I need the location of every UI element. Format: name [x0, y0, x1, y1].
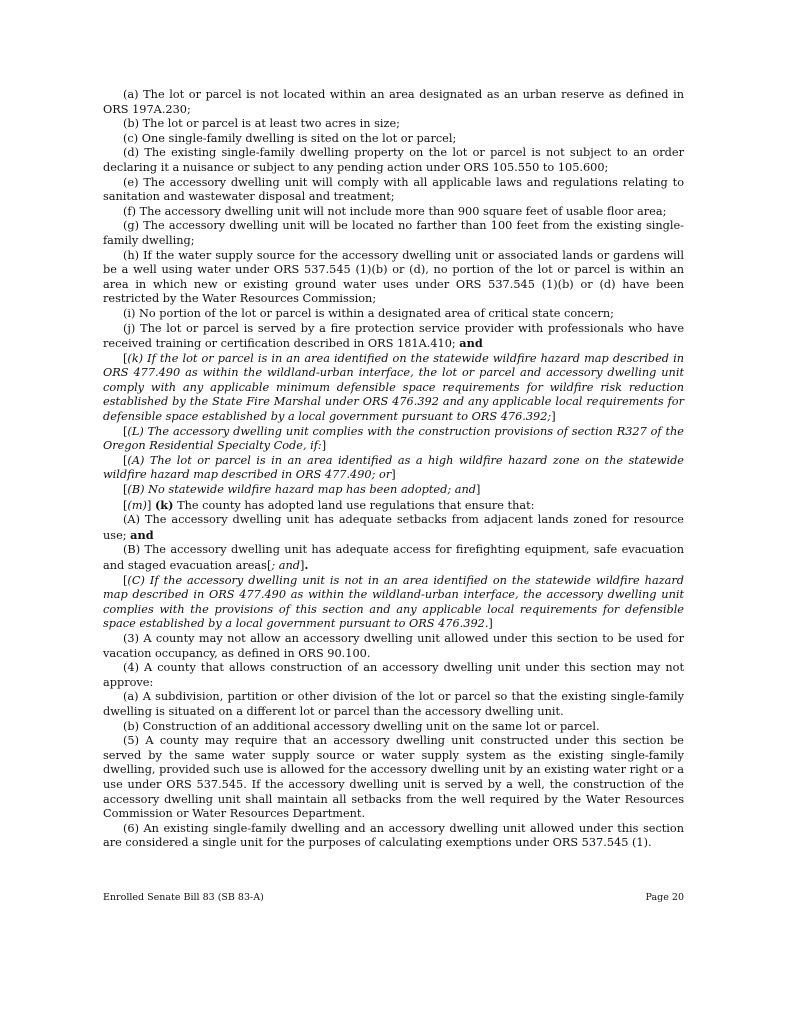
- text-run: (i) No portion of the lot or parcel is within a designated area of critical state concern;: [123, 306, 614, 320]
- text-run: [: [123, 573, 128, 587]
- text-run: ]: [488, 617, 493, 631]
- text-run: [: [123, 424, 128, 438]
- paragraph: [103, 543, 684, 573]
- footer-bill-title: Enrolled Senate Bill 83 (SB 83-A): [103, 892, 264, 903]
- text-run: (e) The accessory dwelling unit will comply with all applicable laws and regulations relating to sanitation and wastewater disposal and treatment;: [103, 175, 684, 204]
- text-run: (b) Construction of an additional accessory dwelling unit on the same lot or parcel.: [123, 719, 600, 733]
- text-run: ]: [321, 439, 327, 453]
- text-run: (h) If the water supply source for the accessory dwelling unit or associated lands or gardens will be a well using water under ORS 537.545 (1)(b) or (d), no portion of the lot or parcel is within an area in which new or existing ground water uses under ORS 537.545 (1)(b) or (d) have been restricted by the Water Resources Commission;: [103, 248, 684, 306]
- text-run: ]: [391, 468, 396, 482]
- text-run: [: [123, 498, 128, 512]
- text-run: (g) The accessory dwelling unit will be located no farther than 100 feet from the existing single-family dwelling;: [103, 219, 684, 247]
- text-run: (L) The accessory dwelling unit complies with the construction provisions of section R327 of the Oregon Residential Specialty Code, if:: [103, 424, 684, 453]
- page-footer: [103, 892, 684, 903]
- text-run: (d) The existing single-family dwelling property on the lot or parcel is not subject to an order declaring it a nuisance or subject to any pending action under ORS 105.550 to 105.600;: [103, 146, 684, 174]
- text-run: (f) The accessory dwelling unit will not include more than 900 square feet of usable floor area;: [123, 204, 667, 218]
- text-run: (C) If the accessory dwelling unit is not in an area identified on the statewide wildfire hazard map described in ORS 477.490 as within the wildland-urban interface, the accessory dwelling unit complies with the provisions of this section and any applicable local requirements for defensible space established by a local government pursuant to ORS 476.392.: [103, 573, 684, 631]
- text-run: (3) A county may not allow an accessory dwelling unit allowed under this section to be used for vacation occupancy, as defined in ORS 90.100.: [103, 631, 684, 660]
- text-run: ]: [300, 559, 305, 572]
- text-run: [: [123, 351, 128, 365]
- text-run: (j) The lot or parcel is served by a fire protection service provider with professionals who have received training or certification described in ORS 181A.410;: [103, 321, 684, 351]
- paragraph: [103, 734, 684, 822]
- text-run: (a) A subdivision, partition or other division of the lot or parcel so that the existing single-family dwelling is situated on a different lot or parcel than the accessory dwelling unit.: [103, 690, 684, 718]
- paragraph: [103, 822, 684, 851]
- text-run: (b) The lot or parcel is at least two acres in size;: [123, 117, 400, 131]
- text-run: ]: [146, 498, 155, 512]
- paragraph: [103, 425, 684, 454]
- text-run: (A) The lot or parcel is in an area identified as a high wildfire hazard zone on the statewide wildfire hazard map described in ORS 477.490; or: [103, 453, 684, 482]
- text-run: .: [304, 558, 309, 572]
- text-run: and: [459, 336, 483, 351]
- text-run: (a) The lot or parcel is not located within an area designated as an urban reserve as defined in ORS 197A.230;: [103, 88, 684, 116]
- paragraph: [103, 661, 684, 690]
- text-run: ]: [551, 410, 556, 424]
- text-run: and: [130, 527, 154, 542]
- text-run: (4) A county that allows construction of an accessory dwelling unit under this section may not approve:: [103, 661, 684, 689]
- paragraph: [103, 574, 684, 632]
- paragraph: [103, 249, 684, 307]
- paragraph: [103, 322, 684, 352]
- text-run: The county has adopted land use regulations that ensure that:: [173, 498, 535, 512]
- text-run: (6) An existing single-family dwelling and an accessory dwelling unit allowed under this section are considered a single unit for the purposes of calculating exemptions under ORS 537.545 (1).: [103, 821, 684, 850]
- paragraph: [103, 690, 684, 719]
- paragraph: [103, 513, 684, 543]
- document-body: [103, 88, 684, 851]
- paragraph: [103, 117, 684, 132]
- paragraph: [103, 88, 684, 117]
- text-run: (B) No statewide wildfire hazard map has been adopted; and: [127, 483, 476, 497]
- paragraph: [103, 720, 684, 735]
- paragraph: [103, 146, 684, 175]
- paragraph: [103, 483, 684, 498]
- paragraph: [103, 219, 684, 248]
- text-run: (k) If the lot or parcel is in an area identified on the statewide wildfire hazard map described in ORS 477.490 as within the wildland-urban interface, the lot or parcel and accessory dwelling unit comply with any applicable minimum defensible space requirements for wildfire risk reduction established by the State Fire Marshal under ORS 476.392 and any applicable local requirements for defensible space established by a local government pursuant to ORS 476.392;: [103, 351, 684, 424]
- text-run: ; and: [271, 559, 301, 572]
- paragraph: [103, 352, 684, 425]
- footer-page-number: Page 20: [645, 892, 684, 903]
- text-run: (A) The accessory dwelling unit has adequate setbacks from adjacent lands zoned for resource use;: [103, 513, 684, 542]
- text-run: (k): [154, 497, 174, 512]
- text-run: (5) A county may require that an accessory dwelling unit constructed under this section be served by the same water supply source or water supply system as the existing single-family dwelling, provided such use is allowed for the accessory dwelling unit by an existing water right or a use under ORS 537.545. If the accessory dwelling unit is served by a well, the construction of the accessory dwelling unit shall maintain all setbacks from the well required by the Water Resources Commission or Water Resources Department.: [103, 734, 684, 821]
- paragraph: [103, 307, 684, 322]
- paragraph: [103, 132, 684, 147]
- text-run: (m): [127, 498, 147, 512]
- text-run: (B) The accessory dwelling unit has adequate access for firefighting equipment, safe evacuation and staged evacuation areas[: [103, 543, 684, 572]
- paragraph: [103, 176, 684, 205]
- text-run: (c) One single-family dwelling is sited on the lot or parcel;: [123, 131, 457, 145]
- text-run: ]: [476, 483, 481, 497]
- paragraph: [103, 205, 684, 220]
- paragraph: [103, 498, 684, 514]
- text-run: [: [123, 453, 128, 467]
- paragraph: [103, 454, 684, 483]
- paragraph: [103, 632, 684, 661]
- text-run: [: [123, 483, 128, 497]
